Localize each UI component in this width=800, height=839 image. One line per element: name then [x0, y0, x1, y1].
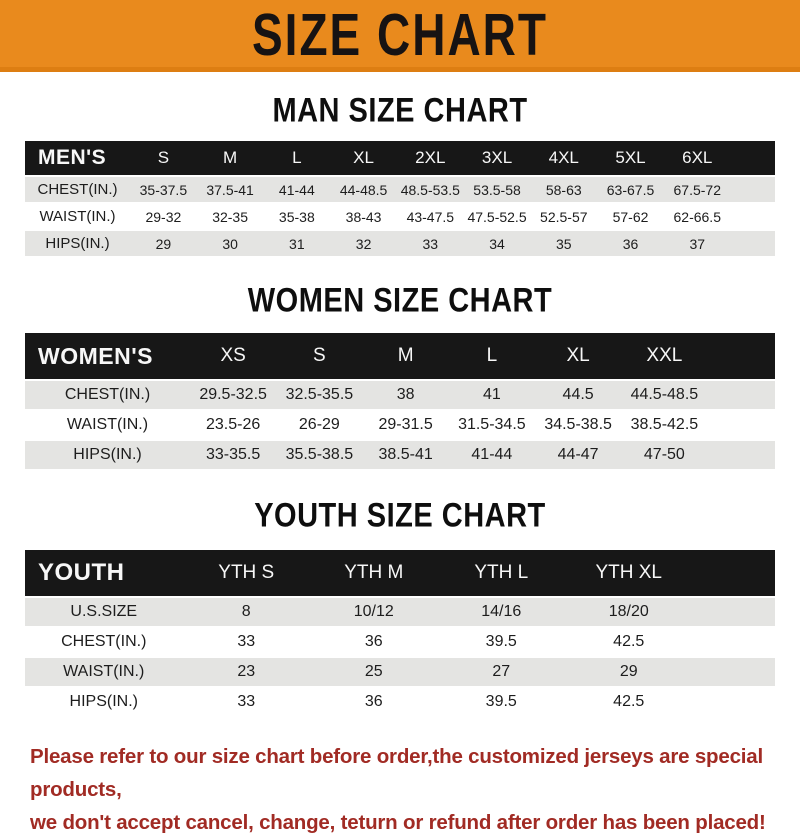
size-value-cell: 37.5-41	[197, 175, 264, 202]
spacer-cell	[693, 686, 776, 716]
size-value-cell: 48.5-53.5	[397, 175, 464, 202]
row-label: CHEST(IN.)	[25, 175, 130, 202]
size-value-cell: 53.5-58	[464, 175, 531, 202]
column-header: YTH M	[310, 550, 438, 596]
spacer-cell	[693, 550, 776, 596]
table-row	[25, 229, 775, 256]
size-value-cell: 29	[130, 229, 197, 256]
column-header: S	[276, 333, 362, 379]
size-value-cell: 37	[664, 229, 731, 256]
size-value-cell: 33	[183, 686, 311, 716]
size-value-cell: 41	[449, 379, 535, 409]
youth-size-section	[0, 469, 800, 716]
row-label: CHEST(IN.)	[25, 379, 190, 409]
spacer-cell	[731, 141, 775, 175]
spacer-cell	[693, 656, 776, 686]
table-corner-label: WOMEN'S	[25, 333, 190, 379]
table-row	[25, 656, 775, 686]
size-value-cell: 27	[438, 656, 566, 686]
table-row	[25, 439, 775, 469]
youth-section-title	[0, 469, 800, 550]
size-value-cell: 33	[183, 626, 311, 656]
size-value-cell: 38	[363, 379, 449, 409]
row-label: HIPS(IN.)	[25, 229, 130, 256]
men-section-title-text: MAN SIZE CHART	[272, 92, 528, 130]
column-header: XS	[190, 333, 276, 379]
size-value-cell: 34.5-38.5	[535, 409, 621, 439]
banner-title: SIZE CHART	[252, 0, 548, 68]
men-size-table	[25, 141, 775, 256]
size-value-cell: 29-32	[130, 202, 197, 229]
table-row	[25, 379, 775, 409]
size-value-cell: 35-38	[263, 202, 330, 229]
column-header: L	[263, 141, 330, 175]
column-header: 5XL	[597, 141, 664, 175]
size-value-cell: 34	[464, 229, 531, 256]
size-value-cell: 14/16	[438, 596, 566, 626]
men-table-header-row	[25, 141, 775, 175]
column-header: YTH S	[183, 550, 311, 596]
column-header: S	[130, 141, 197, 175]
youth-section-title-text: YOUTH SIZE CHART	[254, 497, 546, 535]
spacer-cell	[708, 409, 776, 439]
column-header: M	[363, 333, 449, 379]
size-value-cell: 8	[183, 596, 311, 626]
size-value-cell: 18/20	[565, 596, 693, 626]
table-row	[25, 626, 775, 656]
size-value-cell: 38.5-42.5	[621, 409, 707, 439]
table-row	[25, 202, 775, 229]
size-value-cell: 33	[397, 229, 464, 256]
size-value-cell: 35.5-38.5	[276, 439, 362, 469]
women-section-title	[0, 256, 800, 333]
column-header: YTH L	[438, 550, 566, 596]
size-value-cell: 32-35	[197, 202, 264, 229]
size-value-cell: 29-31.5	[363, 409, 449, 439]
women-table-header-row	[25, 333, 775, 379]
size-value-cell: 35-37.5	[130, 175, 197, 202]
size-value-cell: 43-47.5	[397, 202, 464, 229]
size-value-cell: 31.5-34.5	[449, 409, 535, 439]
size-value-cell: 23	[183, 656, 311, 686]
disclaimer-note	[30, 740, 800, 839]
table-row	[25, 409, 775, 439]
size-value-cell: 36	[597, 229, 664, 256]
youth-table-header-row	[25, 550, 775, 596]
size-value-cell: 67.5-72	[664, 175, 731, 202]
size-value-cell: 42.5	[565, 686, 693, 716]
spacer-cell	[731, 202, 775, 229]
women-size-table	[25, 333, 775, 469]
column-header: 4XL	[530, 141, 597, 175]
size-value-cell: 47-50	[621, 439, 707, 469]
spacer-cell	[708, 333, 776, 379]
women-section-title-text: WOMEN SIZE CHART	[247, 282, 553, 320]
size-value-cell: 44.5-48.5	[621, 379, 707, 409]
size-value-cell: 63-67.5	[597, 175, 664, 202]
women-size-section	[0, 256, 800, 469]
spacer-cell	[693, 596, 776, 626]
size-value-cell: 33-35.5	[190, 439, 276, 469]
men-section-title	[0, 72, 800, 141]
row-label: U.S.SIZE	[25, 596, 183, 626]
column-header: XL	[535, 333, 621, 379]
column-header: YTH XL	[565, 550, 693, 596]
size-value-cell: 52.5-57	[530, 202, 597, 229]
row-label: HIPS(IN.)	[25, 686, 183, 716]
size-value-cell: 32	[330, 229, 397, 256]
disclaimer-line-2: we don't accept cancel, change, teturn or refund after order has been placed!	[30, 811, 766, 834]
column-header: XXL	[621, 333, 707, 379]
men-size-section	[0, 72, 800, 256]
size-value-cell: 47.5-52.5	[464, 202, 531, 229]
size-value-cell: 39.5	[438, 626, 566, 656]
youth-size-table	[25, 550, 775, 716]
size-value-cell: 44.5	[535, 379, 621, 409]
column-header: 3XL	[464, 141, 531, 175]
size-value-cell: 36	[310, 626, 438, 656]
size-value-cell: 31	[263, 229, 330, 256]
table-row	[25, 175, 775, 202]
table-row	[25, 596, 775, 626]
size-value-cell: 32.5-35.5	[276, 379, 362, 409]
size-value-cell: 38.5-41	[363, 439, 449, 469]
row-label: CHEST(IN.)	[25, 626, 183, 656]
size-value-cell: 44-47	[535, 439, 621, 469]
size-value-cell: 30	[197, 229, 264, 256]
row-label: WAIST(IN.)	[25, 656, 183, 686]
size-value-cell: 44-48.5	[330, 175, 397, 202]
disclaimer-line-1: Please refer to our size chart before order,the customized jerseys are special products,	[30, 745, 763, 801]
size-value-cell: 29	[565, 656, 693, 686]
size-value-cell: 39.5	[438, 686, 566, 716]
size-value-cell: 29.5-32.5	[190, 379, 276, 409]
spacer-cell	[731, 229, 775, 256]
size-value-cell: 58-63	[530, 175, 597, 202]
table-row	[25, 686, 775, 716]
size-value-cell: 38-43	[330, 202, 397, 229]
size-value-cell: 62-66.5	[664, 202, 731, 229]
spacer-cell	[731, 175, 775, 202]
spacer-cell	[693, 626, 776, 656]
column-header: 2XL	[397, 141, 464, 175]
row-label: WAIST(IN.)	[25, 202, 130, 229]
spacer-cell	[708, 439, 776, 469]
spacer-cell	[708, 379, 776, 409]
size-value-cell: 10/12	[310, 596, 438, 626]
column-header: XL	[330, 141, 397, 175]
table-corner-label: MEN'S	[25, 141, 130, 175]
column-header: L	[449, 333, 535, 379]
banner	[0, 0, 800, 72]
table-corner-label: YOUTH	[25, 550, 183, 596]
size-value-cell: 36	[310, 686, 438, 716]
column-header: 6XL	[664, 141, 731, 175]
size-value-cell: 41-44	[263, 175, 330, 202]
size-value-cell: 57-62	[597, 202, 664, 229]
row-label: WAIST(IN.)	[25, 409, 190, 439]
size-value-cell: 41-44	[449, 439, 535, 469]
row-label: HIPS(IN.)	[25, 439, 190, 469]
size-value-cell: 42.5	[565, 626, 693, 656]
size-value-cell: 23.5-26	[190, 409, 276, 439]
size-value-cell: 35	[530, 229, 597, 256]
size-value-cell: 26-29	[276, 409, 362, 439]
size-value-cell: 25	[310, 656, 438, 686]
column-header: M	[197, 141, 264, 175]
